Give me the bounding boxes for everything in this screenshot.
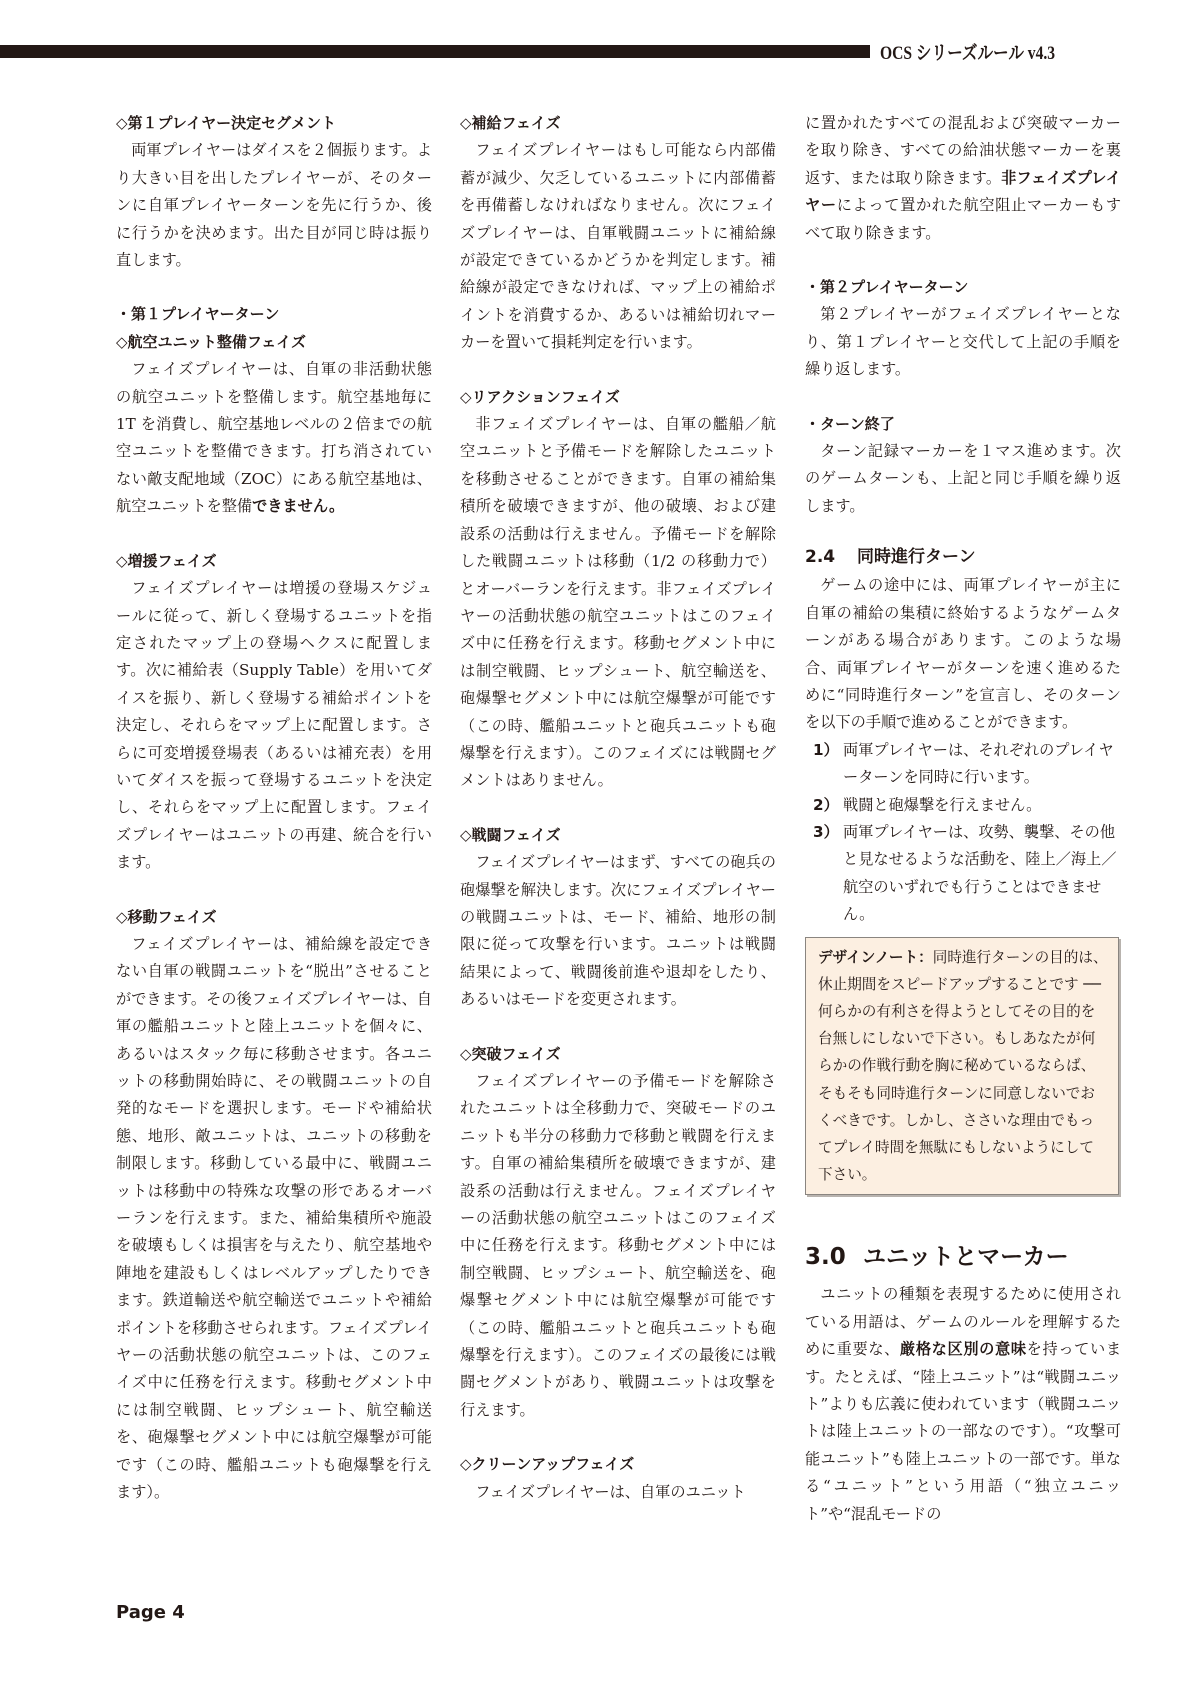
list-item xyxy=(805,737,1121,792)
section-heading-reinforcement-phase: ◇増援フェイズ xyxy=(116,551,217,570)
paragraph-text: を持っています。たとえば、“陸上ユニット”は“戦闘ユニット”よりも広義に使われています（戦闘ユニットは陸上ユニットの一部なのです）。“攻撃可能ユニット”も陸上ユニットの一部です。単なる“ユニット”という用語（“独立ユニット”や“混乱モードの xyxy=(805,1340,1122,1523)
paragraph-text: によって置かれた航空阻止マーカーもすべて取り除きます。 xyxy=(805,196,1122,242)
section-heading-turn-end: ・ターン終了 xyxy=(805,414,895,433)
section-heading-reaction-phase: ◇リアクションフェイズ xyxy=(460,387,620,406)
list-item xyxy=(805,819,1121,929)
paragraph-cleanup-phase: フェイズプレイヤーは、自軍のユニット xyxy=(475,1482,746,1501)
paragraph-supply-phase: フェイズプレイヤーはもし可能なら内部備蓄が減少、欠乏しているユニットに内部備蓄を再備蓄しなければなりません。次にフェイズプレイヤーは、自軍戦闘ユニットに補給線が設定できているかどうかを判定します。補給線が設定できなければ、マップ上の補給ポイントを消費するか、あるいは補給切れマーカーを置いて損耗判定を行います。 xyxy=(460,141,776,352)
section-heading-second-player-turn: ・第２プレイヤーターン xyxy=(805,278,969,297)
section-heading-air-refit-phase: ◇航空ユニット整備フェイズ xyxy=(116,332,307,351)
section-heading-first-player-turn: ・第１プレイヤーターン xyxy=(116,305,280,324)
section-title-text: 同時進行ターン xyxy=(857,547,976,568)
emphasis-text: 厳格な区別の意味 xyxy=(900,1340,1027,1359)
list-item-number: 2） xyxy=(813,795,839,814)
paragraph-reinforcement-phase: フェイズプレイヤーは増援の登場スケジュールに従って、新しく登場するユニットを指定されたマップ上の登場ヘクスに配置します。次に補給表（Supply Table）を用いてダイスを振り、新しく登場する補給ポイントを決定し、それらをマップ上に配置します。さらに可変増援登場表（あるいは補充表）を用いてダイスを振って登場するユニットを決定し、それらをマップ上に配置します。フェイズプレイヤーはユニットの再建、統合を行います。 xyxy=(116,579,432,872)
paragraph-reaction-phase: 非フェイズプレイヤーは、自軍の艦船／航空ユニットと予備モードを解除したユニットを移動させることができます。自軍の補給集積所を破壊できますが、他の破壊、および建設系の活動は行えません。予備モードを解除した戦闘ユニットは移動（1/2 の移動力で）とオーバーランを行えます。非フェイズプレイヤーの活動状態の航空ユニットはこのフェイズ中に任務を行えます。移動セグメント中には制空戦闘、ヒップシュート、航空輸送を、砲爆撃セグメント中には航空爆撃が可能です（この時、艦船ユニットと砲兵ユニットも砲爆撃を行えます）。このフェイズには戦闘セグメントはありません。 xyxy=(460,415,776,790)
paragraph-movement-phase: フェイズプレイヤーは、補給線を設定できない自軍の戦闘ユニットを“脱出”させることができます。その後フェイズプレイヤーは、自軍の艦船ユニットと陸上ユニットを個々に、あるいはスタック毎に移動させます。各ユニットの移動開始時に、その戦闘ユニットの自発的なモードを選択します。モードや補給状態、地形、敵ユニットは、ユニットの移動を制限します。移動している最中に、戦闘ユニットは移動中の特殊な攻撃の形であるオーバーランを行えます。また、補給集積所や施設を破壊もしくは損害を与えたり、航空基地や陣地を建設もしくはレベルアップしたりできます。鉄道輸送や航空輸送でユニットや補給ポイントを移動させられます。フェイズプレイヤーの活動状態の航空ユニットは、このフェイズ中に任務を行えます。移動セグメント中には制空戦闘、ヒップシュート、航空輸送を、砲爆撃セグメント中には航空爆撃が可能です（この時、艦船ユニットも砲爆撃を行えます）。 xyxy=(116,934,432,1502)
section-heading-cleanup-phase: ◇クリーンアップフェイズ xyxy=(460,1455,635,1474)
design-note-label: デザインノート： xyxy=(818,948,933,966)
section-number: 3.0 xyxy=(805,1244,846,1271)
paragraph-combat-phase: フェイズプレイヤーはまず、すべての砲兵の砲爆撃を解決します。次にフェイズプレイヤーの戦闘ユニットは、モード、補給、地形の制限に従って攻撃を行います。ユニットは戦闘結果によって、戦闘後前進や退却をしたり、あるいはモードを変更されます。 xyxy=(460,853,776,1009)
section-heading-first-player-segment: ◇第１プレイヤー決定セグメント xyxy=(116,114,337,132)
design-note-box xyxy=(805,937,1119,1196)
emphasis-text: できません。 xyxy=(252,497,345,516)
paragraph-text: フェイズプレイヤーは、自軍の非活動状態の航空ユニットを整備します。航空基地毎に 1T を消費し、航空基地レベルの２倍までの航空ユニットを整備できます。打ち消されていない敵支配地域（ZOC）にある航空基地は、航空ユニットを整備 xyxy=(116,360,432,516)
page-number: Page 4 xyxy=(116,1602,185,1623)
section-heading-exploitation-phase: ◇突破フェイズ xyxy=(460,1044,561,1063)
paragraph-cleanup-continued xyxy=(805,110,1121,247)
paragraph-first-player-segment: 両軍プレイヤーはダイスを２個振ります。より大きい目を出したプレイヤーが、そのターンに自軍プレイヤーターンを先に行うか、後に行うかを決めます。出た目が同じ時は振り直します。 xyxy=(116,141,432,270)
section-number: 2.4 xyxy=(805,547,836,568)
list-item xyxy=(805,792,1121,819)
list-item-number: 3） xyxy=(813,822,839,841)
list-item-text: 両軍プレイヤーは、攻勢、襲撃、その他と見なせるような活動を、陸上／海上／航空のいずれでも行うことはできません。 xyxy=(843,822,1117,924)
section-heading-combat-phase: ◇戦闘フェイズ xyxy=(460,825,561,844)
paragraph-air-refit-phase xyxy=(116,356,432,520)
section-title-2-4 xyxy=(805,542,1121,572)
design-note-text: 同時進行ターンの目的は、休止期間をスピードアップすることです ── 何らかの有利さを得ようとしてその目的を台無しにしないで下さい。もしあなたが何らかの作戦行動を胸に秘めているならば、そもそも同時進行ターンに同意しないでおくべきです。しかし、ささいな理由でもってプレイ時間を無駄にもしないようにして下さい。 xyxy=(818,948,1108,1184)
list-item-text: 戦闘と砲爆撃を行えません。 xyxy=(843,795,1042,814)
column-3 xyxy=(805,110,1121,1528)
paragraph-text: に置かれたすべての混乱および突破マーカーを取り除き、すべての給油状態マーカーを裏返す、または取り除きます。 xyxy=(805,114,1121,187)
list-item-number: 1） xyxy=(813,740,839,759)
column-1 xyxy=(116,110,432,1507)
paragraph-exploitation-phase: フェイズプレイヤーの予備モードを解除されたユニットは全移動力で、突破モードのユニットも半分の移動力で移動と戦闘を行えます。自軍の補給集積所を破壊できますが、建設系の活動は行えません。フェイズプレイヤーの活動状態の航空ユニットはこのフェイズ中に任務を行えます。移動セグメント中には制空戦闘、ヒップシュート、航空輸送を、砲爆撃セグメント中には航空爆撃が可能です（この時、艦船ユニットと砲兵ユニットも砲爆撃を行えます）。このフェイズの最後には戦闘セグメントがあり、戦闘ユニットは攻撃を行えます。 xyxy=(460,1072,776,1419)
header-rule xyxy=(0,45,870,58)
section-title-text: ユニットとマーカー xyxy=(863,1244,1069,1271)
column-2 xyxy=(460,110,776,1506)
section-heading-movement-phase: ◇移動フェイズ xyxy=(116,907,217,926)
paragraph-simultaneous-turns: ゲームの途中には、両軍プレイヤーが主に自軍の補給の集積に終始するようなゲームターンがある場合があります。このような場合、両軍プレイヤーがターンを速く進めるために“同時進行ターン”を宣言し、そのターンを以下の手順で進めることができます。 xyxy=(805,576,1121,732)
emphasis-text: 非フェイズプレイヤー xyxy=(805,168,1121,215)
list-item-text: 両軍プレイヤーは、それぞれのプレイヤーターンを同時に行います。 xyxy=(843,740,1114,787)
paragraph-text: ユニットの種類を表現するために使用されている用語は、ゲームのルールを理解するために重要な、 xyxy=(805,1285,1121,1359)
numbered-list xyxy=(805,737,1121,929)
section-title-3-0 xyxy=(805,1237,1121,1277)
section-heading-supply-phase: ◇補給フェイズ xyxy=(460,114,561,132)
paragraph-turn-end: ターン記録マーカーを１マス進めます。次のゲームターンも、上記と同じ手順を繰り返します。 xyxy=(805,442,1121,515)
paragraph-units-and-markers xyxy=(805,1281,1121,1528)
paragraph-second-player-turn: 第２プレイヤーがフェイズプレイヤーとなり、第１プレイヤーと交代して上記の手順を繰り返します。 xyxy=(805,305,1121,379)
document-title: OCS シリーズルール v4.3 xyxy=(880,43,1056,64)
